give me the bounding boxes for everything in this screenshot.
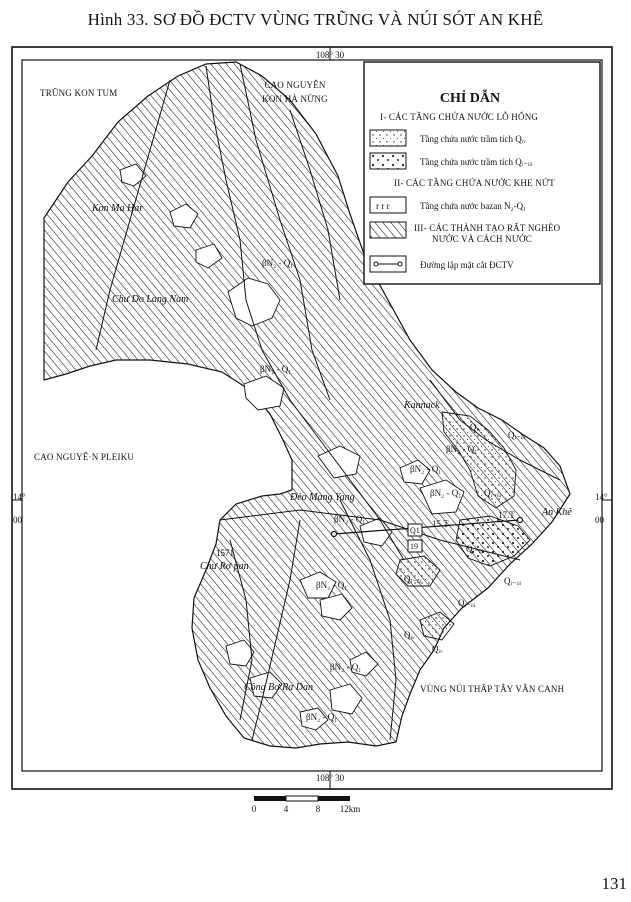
- legend-section-end-right: [398, 262, 402, 266]
- geo-label-qiiii: Qᵢ₋ᵢᵢᵢ: [404, 574, 422, 584]
- region-cao-nguyen-pleiku: CAO NGUYÊ·N PLEIKU: [34, 452, 135, 462]
- latitude-left-deg: 14°: [13, 492, 26, 502]
- geo-label-bn2q1: βN₂ - Q₁: [446, 444, 478, 454]
- geo-label-bn2q1: βN₂ - Q₁: [306, 712, 338, 722]
- scale-tick-4: 4: [283, 804, 289, 814]
- scale-tick-0: 0: [251, 804, 257, 814]
- page-number: 131: [601, 874, 627, 893]
- scale-tick-8: 8: [315, 804, 321, 814]
- region-vung-nui: VÙNG NÚI THẤP TÂY VÂN CANH: [420, 684, 565, 694]
- place-chu-do-lang-nam: Chư Do Lang Nam: [112, 294, 189, 305]
- place-chu-ro-pan: Chư Rơ pan: [200, 561, 249, 572]
- region-trung-kon-tum: TRŨNG KON TUM: [40, 88, 118, 98]
- legend-swatch-qiiii: [370, 153, 406, 169]
- geo-label-qiiii: Qᵢ₋ᵢᵢᵢ: [466, 544, 484, 554]
- geo-label-qiiii: Qᵢ₋ᵢᵢᵢ: [504, 576, 522, 586]
- section-label-q1: Q1: [410, 526, 420, 535]
- place-kannack: Kannack: [404, 400, 440, 411]
- region-cao-nguyen-2: KON HÀ NỪNG: [262, 94, 328, 104]
- region-cao-nguyen-1: CAO NGUYÊN: [264, 80, 326, 90]
- geo-label-bn2q1: βN₂ - Q₁: [334, 514, 366, 524]
- geo-label-qiv: Qᵢᵥ: [404, 630, 415, 640]
- place-cong-bo-ra-dan: Công Bơ Ra Dan: [244, 682, 313, 693]
- latitude-right-min: 00: [595, 515, 604, 525]
- scale-seg-3: [318, 796, 350, 801]
- scale-seg-1: [254, 796, 286, 801]
- geo-label-bn2q1: βN₂ - Q₁: [260, 364, 292, 374]
- geo-label-qiiii: Qᵢ₋ᵢᵢᵢ: [508, 430, 526, 440]
- legend-panel: [364, 62, 600, 284]
- legend-swatch-hatch: [370, 222, 406, 238]
- legend-section2: II- CÁC TẦNG CHỨA NƯỚC KHE NỨT: [394, 178, 555, 188]
- basalt-symbol: r r r: [376, 201, 390, 211]
- geo-label-qiiii: Qᵢ₋ᵢᵢᵢ: [458, 598, 476, 608]
- geo-label-bn2q1: βN₂ - Q₁: [316, 580, 348, 590]
- figure-title: Hình 33. SƠ ĐỒ ĐCTV VÙNG TRŨNG VÀ NÚI SÓT AN KHÊ: [87, 10, 544, 29]
- section-label-19: 19: [410, 542, 418, 551]
- longitude-bottom: 108° 30: [315, 773, 345, 783]
- latitude-left-min: 00: [13, 515, 22, 525]
- elevation-1571: 1571: [216, 548, 234, 558]
- geo-label-bn2q1: βN₂ - Q₁: [430, 488, 462, 498]
- geo-label-bn2q1: βN₂ - Q₁: [330, 662, 362, 672]
- legend-section-end-left: [374, 262, 378, 266]
- legend-section3-line1: III- CÁC THÀNH TẠO RẤT NGHÈO: [414, 223, 561, 233]
- legend-item3: Tầng chứa nước bazan N₂-Q₁: [420, 201, 527, 211]
- geo-label-qiv: Qᵢᵥ: [470, 422, 481, 432]
- scale-tick-12: 12km: [339, 804, 361, 814]
- place-kon-ma-har: Kon Ma Har: [92, 203, 144, 214]
- legend-item4: Đường lập mặt cắt ĐCTV: [420, 260, 514, 270]
- geo-label-bn2q1: βN₂ - Q₁: [410, 464, 442, 474]
- section-label-17t: 17.T: [498, 510, 515, 520]
- legend-item1: Tầng chứa nước trầm tích Qᵢᵥ: [420, 134, 526, 144]
- legend-swatch-qiv: [370, 130, 406, 146]
- latitude-right-deg: 14°: [595, 492, 608, 502]
- section-label-15t: 15.T: [432, 519, 449, 529]
- legend-item2: Tầng chứa nước trầm tích Qᵢ₋ᵢᵢᵢ: [420, 157, 533, 167]
- scale-seg-2: [286, 796, 318, 801]
- place-deo-mang-yang: Đèo Mang Yang: [290, 492, 355, 503]
- place-an-khe: An Khê: [542, 507, 572, 518]
- legend-section1: I- CÁC TẦNG CHỨA NƯỚC LỖ HỔNG: [380, 112, 539, 122]
- longitude-top: 108° 30: [315, 50, 345, 60]
- legend-heading: CHỈ DẪN: [439, 91, 501, 106]
- geo-label-qiv: Qᵢᵥ: [432, 644, 443, 654]
- legend-section3-line2: NƯỚC VÀ CÁCH NƯỚC: [432, 234, 532, 244]
- geo-label-bn2q1: βN₂ - Q₁: [262, 258, 294, 268]
- scale-bar: [252, 796, 361, 814]
- geo-label-qiiii: Qᵢ₋ᵢᵢᵢ: [484, 488, 502, 498]
